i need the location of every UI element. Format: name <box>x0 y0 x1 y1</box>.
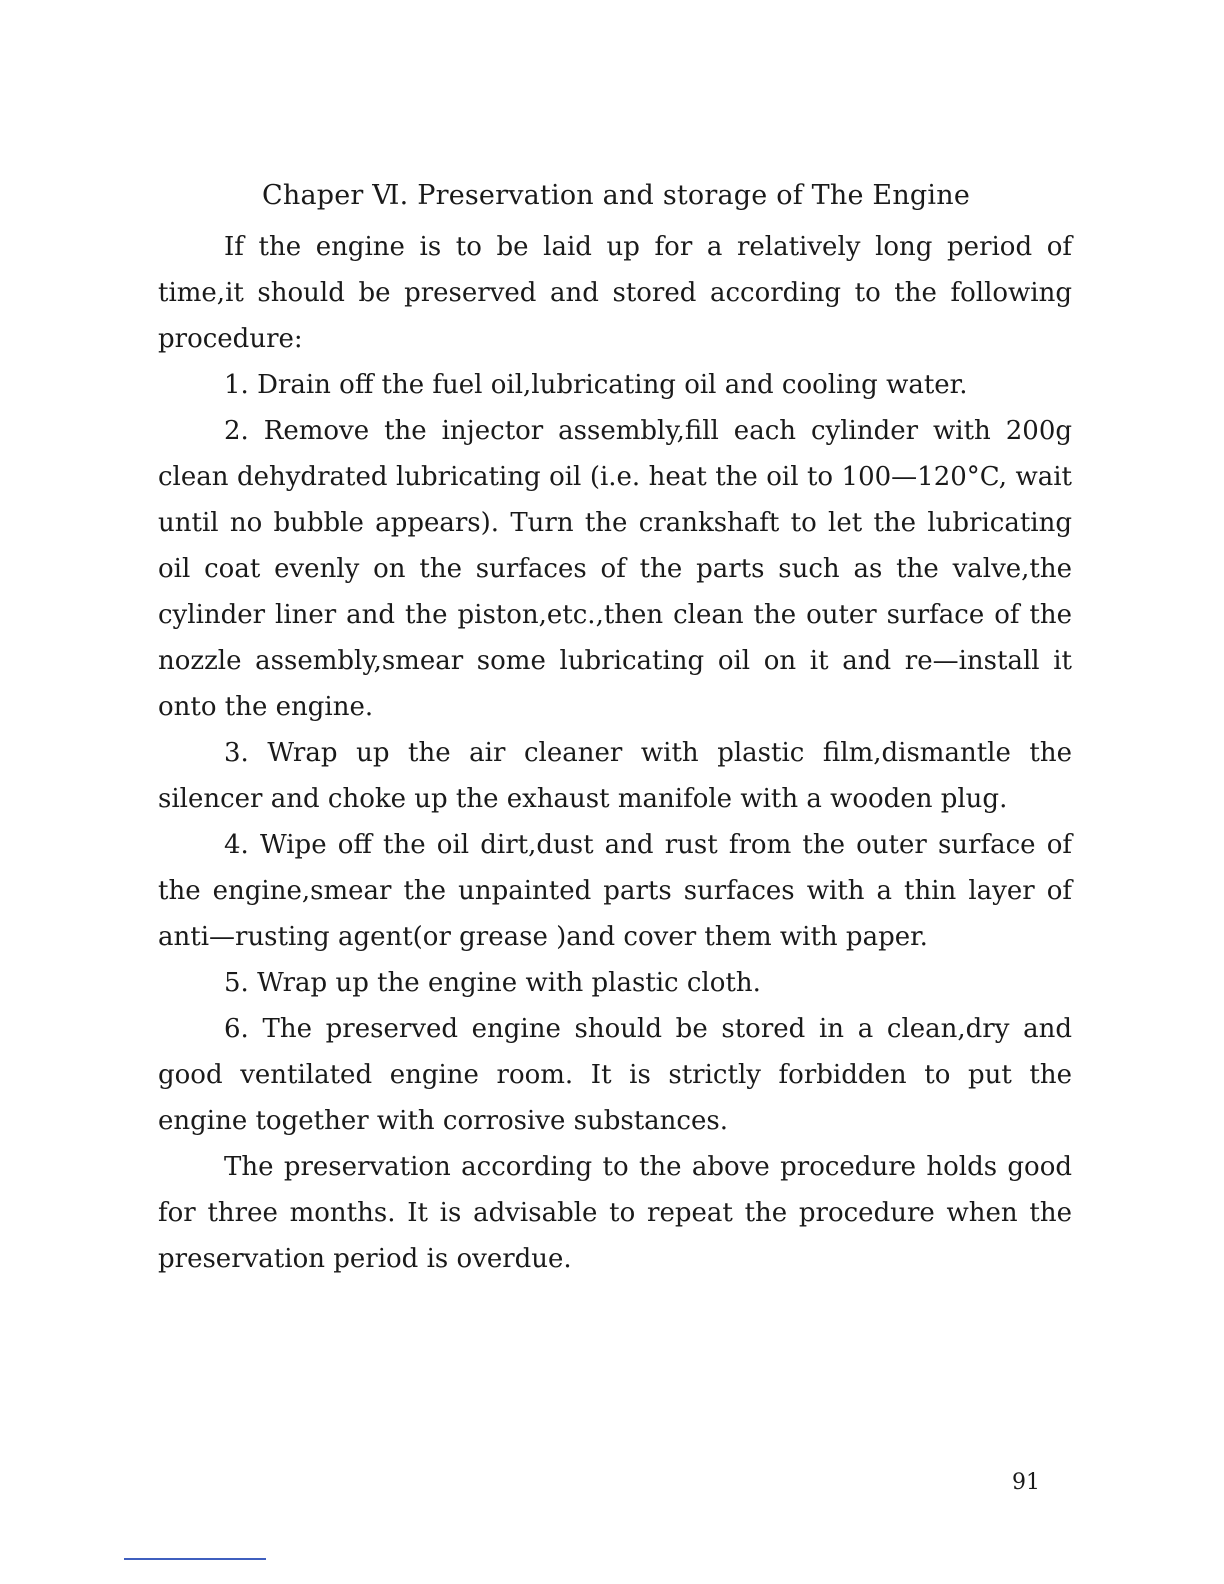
step-1-paragraph: 1. Drain off the fuel oil,lubricating oil and cooling water. <box>224 370 968 400</box>
step-2-paragraph: 2. Remove the injector assembly,fill each cylinder with 200g clean dehydrated lubricating oil (i.e. heat the oil to 100—120°C, wait until no bubble appears). Turn the crankshaft to let the lubricating oil coat evenly on the surfaces of the parts such as the valve,the cylinder liner and the piston,etc.,then clean the outer surface of the nozzle assembly,smear some lubricating oil on it and re—install it onto the engine. <box>158 416 1072 722</box>
closing-paragraph: The preservation according to the above procedure holds good for three months. It is advisable to repeat the procedure when the preservation period is overdue. <box>158 1152 1072 1274</box>
intro-paragraph: If the engine is to be laid up for a relatively long period of time,it should be preserved and stored according to the following procedure: <box>158 232 1072 354</box>
chapter-title: Chaper Ⅵ. Preservation and storage of The Engine <box>262 180 971 211</box>
page-number: 91 <box>1012 1470 1040 1495</box>
body-text <box>158 224 1072 1282</box>
step-5-paragraph: 5. Wrap up the engine with plastic cloth. <box>224 968 761 998</box>
step-3-paragraph: 3. Wrap up the air cleaner with plastic film,dismantle the silencer and choke up the exhaust manifole with a wooden plug. <box>158 738 1072 814</box>
footnote-rule <box>124 1558 266 1560</box>
step-4-paragraph: 4. Wipe off the oil dirt,dust and rust from the outer surface of the engine,smear the unpainted parts surfaces with a thin layer of anti—rusting agent(or grease )and cover them with paper. <box>158 830 1072 952</box>
step-6-paragraph: 6. The preserved engine should be stored in a clean,dry and good ventilated engine room. It is strictly forbidden to put the engine together with corrosive substances. <box>158 1014 1072 1136</box>
